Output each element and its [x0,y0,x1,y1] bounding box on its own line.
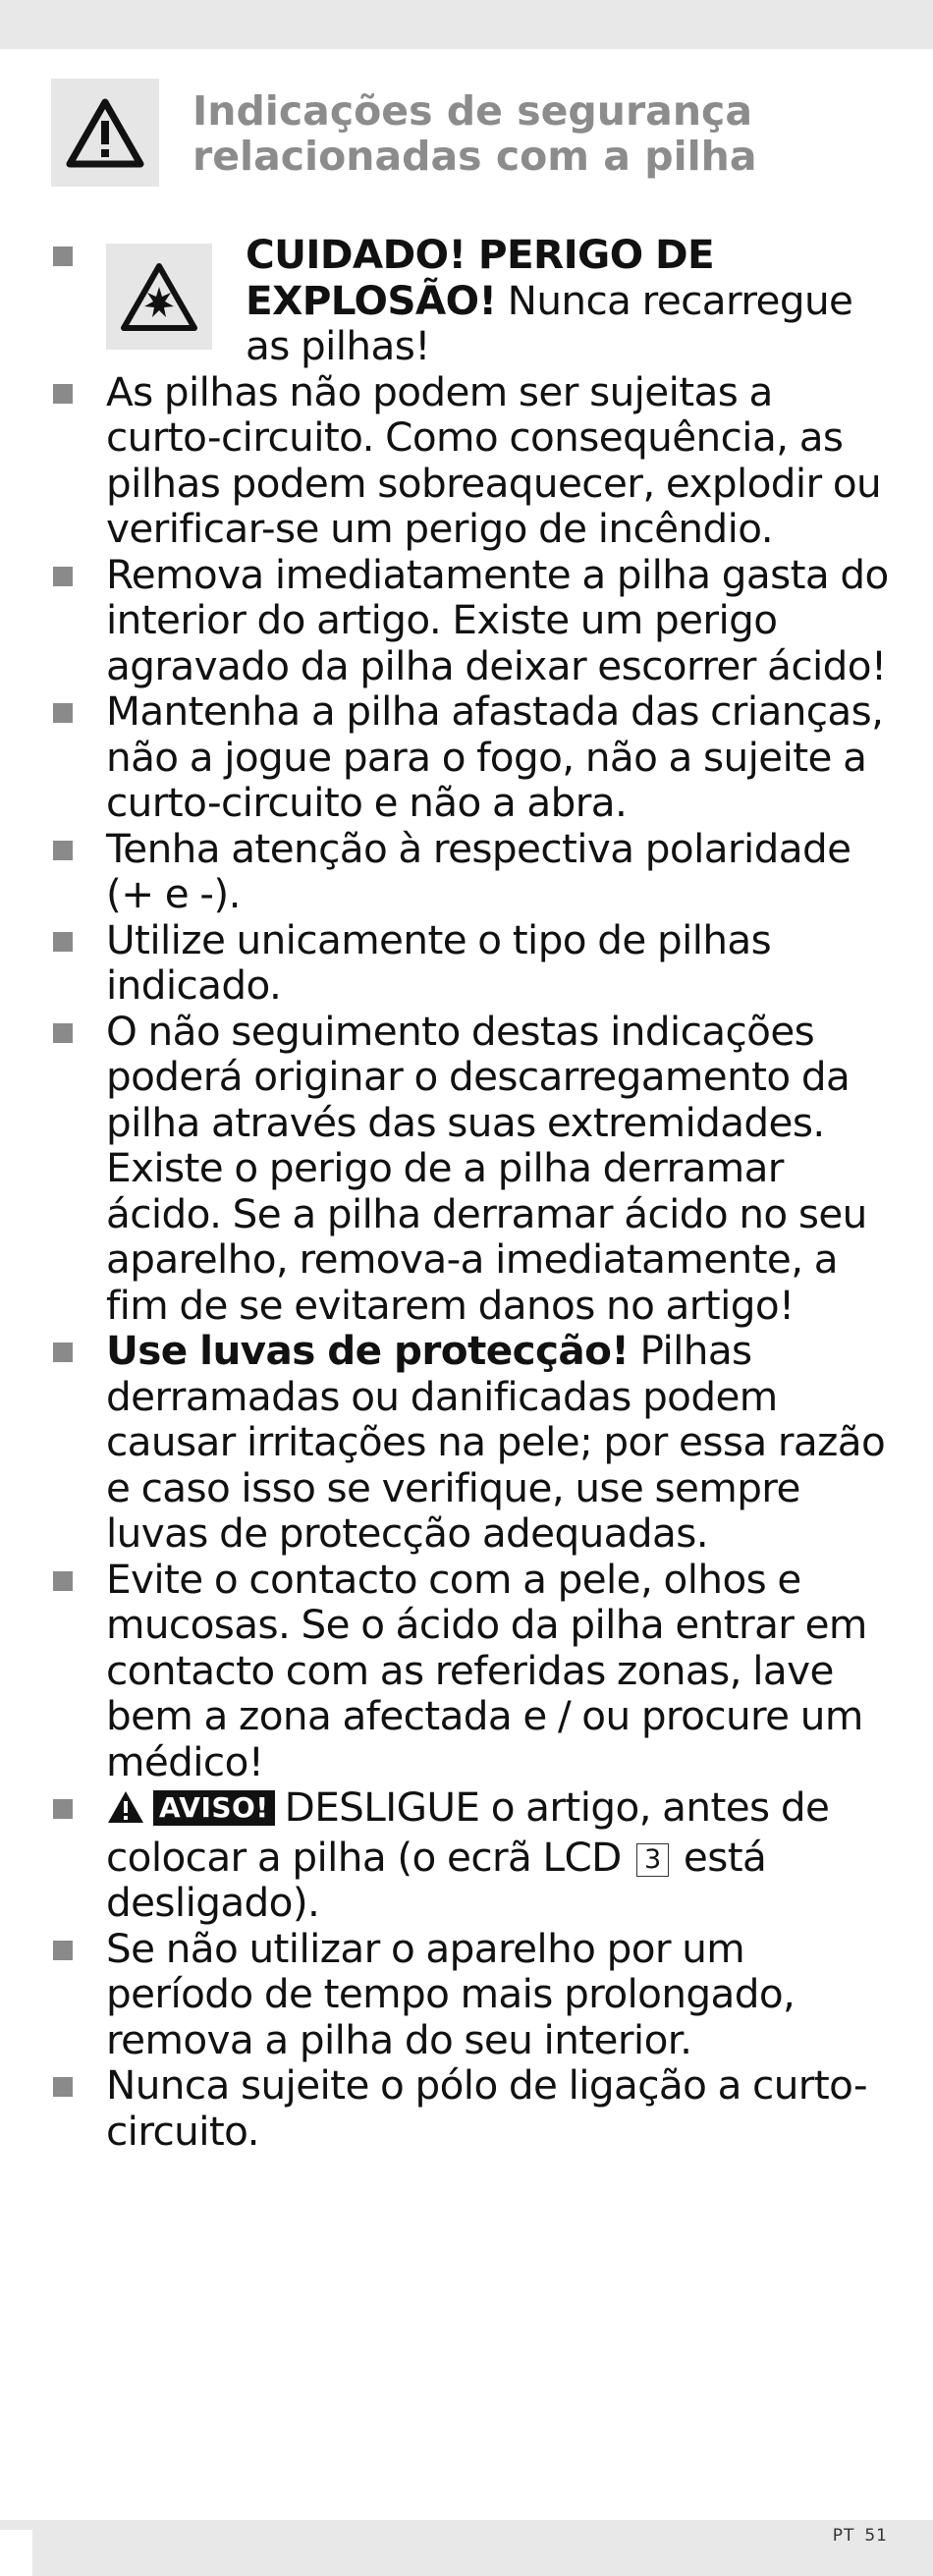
footer-page-number: 51 [864,2526,888,2546]
item-text: Se não utilizar o aparelho por um período de tempo mais prolongado, remova a pilha do seu interior. [106,1924,796,2063]
item-text-before-ref: DESLIGUE o artigo, antes de colocar a pilha (o ecrã LCD [106,1783,830,1881]
bullet-square [53,841,73,860]
bullet-square [53,2077,73,2097]
list-item [0,1009,933,1329]
small-warning-icon [106,1788,145,1835]
bullet-square [53,1343,73,1362]
item-text: Tenha atenção à respectiva polaridade (+ e -). [106,824,851,917]
list-item [0,826,933,917]
item-text: Evite o contacto com a pele, olhos e mucosas. Se o ácido da pilha entrar em contacto com as referidas zonas, lave bem a zona afectada e / ou procure um médico! [106,1555,867,1785]
bullet-square [53,1571,73,1591]
item-text-after-ref: está desligado). [106,1833,767,1926]
page-footer [823,2526,888,2546]
reference-number-box: 3 [636,1843,669,1877]
item-text: Nunca recarregue as pilhas! [246,276,853,369]
list-item [0,2062,933,2154]
list-item [0,552,933,689]
item-text: Pilhas derramadas ou danificadas podem causar irritações na pele; por essa razão e caso isso se verifique, use sempre luvas de protecção adequadas. [106,1327,886,1557]
explosion-warning-icon [106,244,212,350]
section-title [192,88,900,179]
top-band [0,0,933,49]
warning-triangle-icon [51,79,159,187]
bottom-band [0,2520,933,2576]
bullet-square [53,932,73,952]
page-tab [0,2530,32,2576]
list-item [0,688,933,826]
item-text: As pilhas não podem ser sujeitas a curto-circuito. Como consequência, as pilhas podem sobreaquecer, explodir ou verificar-se um perigo de incêndio. [106,367,882,552]
item-text: Utilize unicamente o tipo de pilhas indicado. [106,915,772,1009]
bullet-square [53,384,73,404]
safety-list [0,232,933,2154]
list-item [0,232,933,369]
bullet-square [53,1799,73,1819]
item-bold: Use luvas de protecção! [106,1327,630,1374]
item-text: Remova imediatamente a pilha gasta do interior do artigo. Existe um perigo agravado da pilha deixar escorrer ácido! [106,550,889,689]
list-item [0,1926,933,2063]
list-item [0,369,933,552]
list-item [0,1557,933,1785]
list-item [0,1784,933,1926]
item-text: Nunca sujeite o pólo de ligação a curto-circuito. [106,2061,868,2155]
bullet-square [53,567,73,586]
aviso-badge: AVISO! [153,1790,275,1826]
bullet-square [53,703,73,723]
section-title-line1: Indicações de segurança [192,87,752,135]
item-bold: CUIDADO! PERIGO DE EXPLOSÃO! [246,231,715,324]
item-text: Mantenha a pilha afastada das crianças, não a jogue para o fogo, não a sujeite a curto-circuito e não a abra. [106,687,884,826]
list-item [0,917,933,1009]
section-title-line2: relacionadas com a pilha [192,133,757,180]
item-text: O não seguimento destas indicações poderá originar o descarregamento da pilha através das suas extremidades. Existe o perigo de a pilha derramar ácido. Se a pilha derramar ácido no seu aparelho, remova-a imediatamente, a fim de se evitarem danos no artigo! [106,1007,867,1329]
bullet-square [53,1941,73,1960]
footer-language: PT [832,2526,855,2546]
bullet-square [53,1023,73,1043]
section-header [51,79,896,187]
list-item [0,1328,933,1557]
bullet-square [53,247,73,266]
